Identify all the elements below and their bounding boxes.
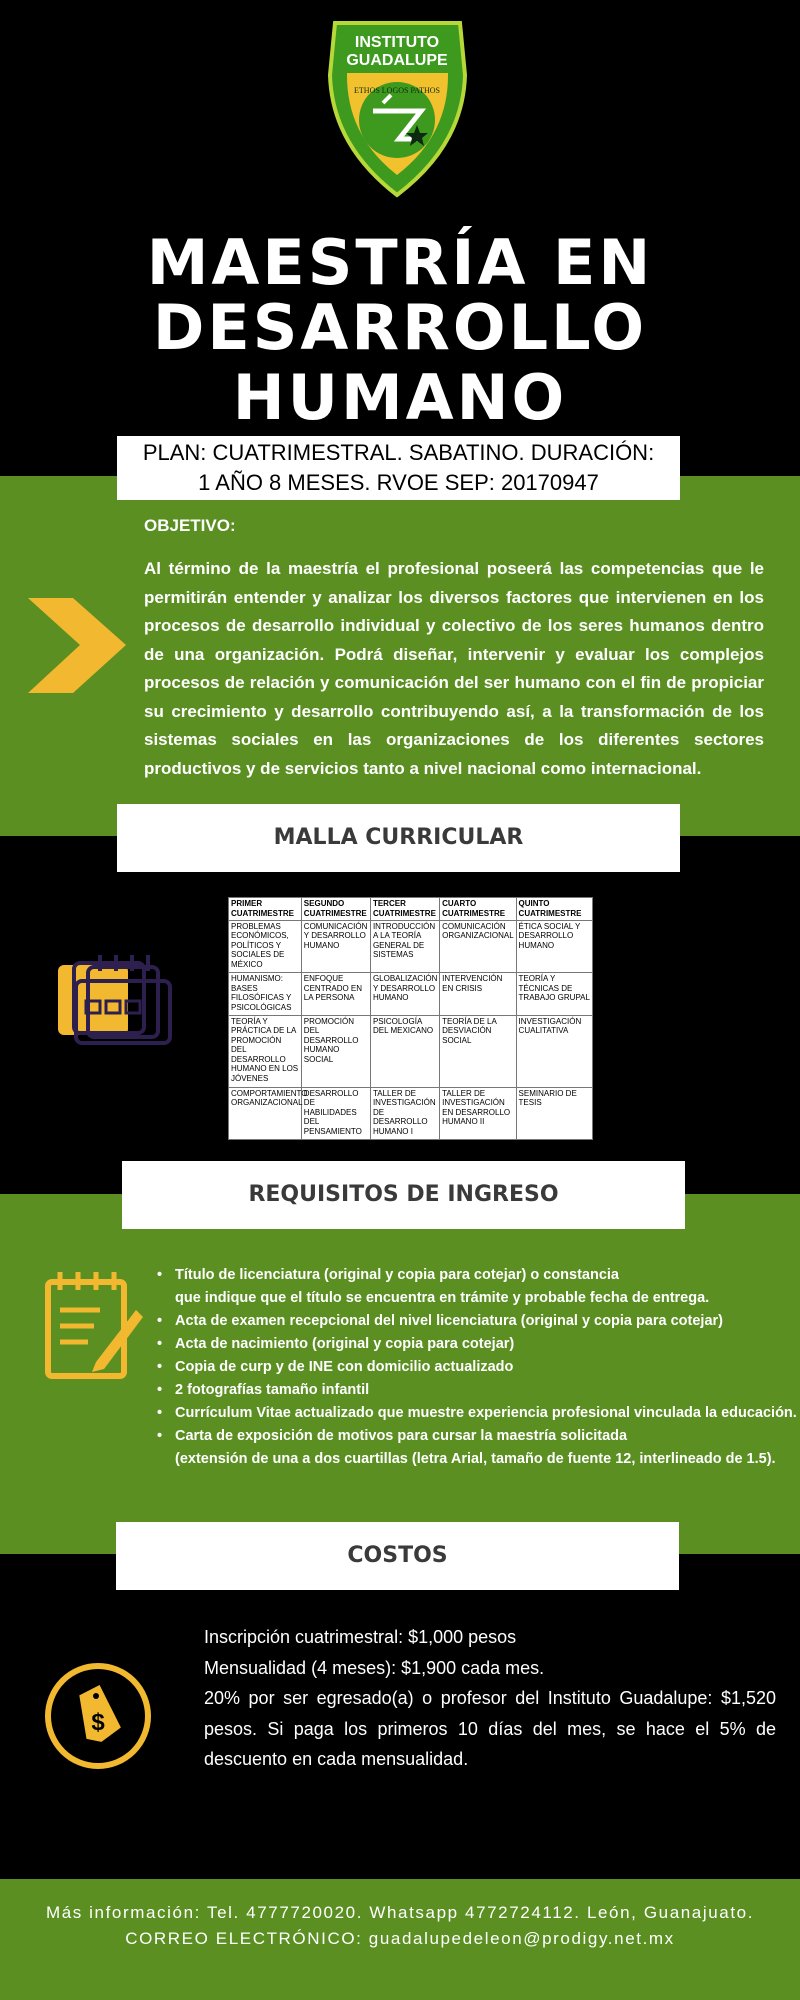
costos-line3: 20% por ser egresado(a) o profesor del Instituto Guadalupe: $1,520 pesos. Si paga los primeros 10 días del mes, se hace el 5% de descuento en cada mensualidad. [204,1688,776,1769]
req-line: 2 fotografías tamaño infantil [175,1382,370,1398]
malla-cell: ÉTICA SOCIAL Y DESARROLLO HUMANO [516,920,592,972]
malla-header: SEGUNDO CUATRIMESTRE [301,898,370,921]
list-item [150,1425,790,1471]
req-line: Acta de examen recepcional del nivel licenciatura (original y copia para cotejar) [175,1313,723,1329]
plan-line1: PLAN: CUATRIMESTRAL. SABATINO. DURACIÓN: [142,440,655,465]
malla-header: CUARTO CUATRIMESTRE [440,898,516,921]
malla-cell: INVESTIGACIÓN CUALITATIVA [516,1015,592,1087]
costos-title: COSTOS [116,1522,679,1590]
objetivo-label: OBJETIVO: [144,516,236,535]
footer-line2: CORREO ELECTRÓNICO: guadalupedeleon@prodigy.net.mx [125,1929,675,1948]
table-row [229,920,593,972]
page-title-line2: DESARROLLO HUMANO [152,291,648,434]
req-line: Currículum Vitae actualizado que muestre experiencia profesional vinculada la educación. [175,1405,797,1421]
malla-cell: COMPORTAMIENTO ORGANIZACIONAL [229,1087,302,1139]
req-line: Acta de nacimiento (original y copia para cotejar) [175,1336,515,1352]
list-item [150,1333,790,1356]
malla-cell: DESARROLLO DE HABILIDADES DEL PENSAMIENTO [301,1087,370,1139]
costos-line2: Mensualidad (4 meses): $1,900 cada mes. [204,1657,545,1678]
table-row [229,1015,593,1087]
notepad-pencil-icon [44,1270,144,1380]
objetivo-text: Al término de la maestría el profesional poseerá las competencias que le permitirán entender y analizar los diversos factores que intervienen en los procesos de desarrollo individual y colectivo de los seres humanos dentro de una organización. Podrá diseñar, intervenir y evaluar los complejos procesos de relación y comunicación del ser humano con el fin de propiciar su crecimiento y desarrollo contribuyendo así, a la transformación de los sistemas sociales en las organizaciones de los diferentes sectores productivos y de servicios tanto a nivel nacional como internacional. [144,559,764,778]
calendar-icon [56,953,176,1045]
malla-header: QUINTO CUATRIMESTRE [516,898,592,921]
malla-header: TERCER CUATRIMESTRE [370,898,439,921]
list-item [150,1356,790,1379]
plan-line2: 1 AÑO 8 MESES. RVOE SEP: 20170947 [198,470,599,495]
table-row [229,1087,593,1139]
malla-cell: TEORÍA Y TÉCNICAS DE TRABAJO GRUPAL [516,973,592,1015]
malla-title: MALLA CURRICULAR [117,804,680,872]
list-item [150,1402,797,1425]
costos-text [204,1622,776,1775]
list-item [150,1379,790,1402]
req-line: Título de licenciatura (original y copia para cotejar) o constancia [175,1267,619,1283]
list-item [150,1264,790,1310]
malla-cell: SEMINARIO DE TESIS [516,1087,592,1139]
malla-cell: TEORÍA DE LA DESVIACIÓN SOCIAL [440,1015,516,1087]
malla-cell: INTRODUCCIÓN A LA TEORÍA GENERAL DE SISTEMAS [370,920,439,972]
requisitos-list [150,1264,797,1471]
list-item [150,1310,790,1333]
price-tag-dollar-icon [44,1662,152,1770]
malla-cell: TEORÍA Y PRÁCTICA DE LA PROMOCIÓN DEL DESARROLLO HUMANO EN LOS JÓVENES [229,1015,302,1087]
malla-cell: TALLER DE INVESTIGACIÓN EN DESARROLLO HUMANO II [440,1087,516,1139]
malla-header-row [229,898,593,921]
logo-arc-text: ETHOS LOGOS PATHOS [354,86,440,95]
table-row [229,973,593,1015]
req-line-cont: que indique que el título se encuentra en trámite y probable fecha de entrega. [175,1290,710,1306]
requisitos-title: REQUISITOS DE INGRESO [122,1161,685,1229]
malla-cell: PSICOLOGÍA DEL MEXICANO [370,1015,439,1087]
req-line: Copia de curp y de INE con domicilio actualizado [175,1359,514,1375]
malla-table [228,897,593,1140]
malla-cell: TALLER DE INVESTIGACIÓN DE DESARROLLO HUMANO I [370,1087,439,1139]
page-title-line1: MAESTRÍA EN [146,226,654,299]
malla-header: PRIMER CUATRIMESTRE [229,898,302,921]
req-line-cont: (extensión de una a dos cuartillas (letra Arial, tamaño de fuente 12, interlineado de 1.5). [175,1451,776,1467]
institute-logo [325,15,470,200]
costos-line1: Inscripción cuatrimestral: $1,000 pesos [204,1627,517,1647]
logo-line1: INSTITUTO [354,34,440,51]
malla-cell: PROMOCIÓN DEL DESARROLLO HUMANO SOCIAL [301,1015,370,1087]
malla-cell: GLOBALIZACIÓN Y DESARROLLO HUMANO [370,973,439,1015]
malla-cell: COMUNICACIÓN ORGANIZACIONAL [440,920,516,972]
plan-box [117,436,680,500]
malla-cell: HUMANISMO: BASES FILOSÓFICAS Y PSICOLÓGICAS [229,973,302,1015]
malla-cell: COMUNICACIÓN Y DESARROLLO HUMANO [301,920,370,972]
malla-cell: INTERVENCIÓN EN CRISIS [440,973,516,1015]
svg-text:$: $ [91,1709,105,1736]
logo-line2: GUADALUPE [346,52,448,69]
chevron-right-icon [28,598,126,693]
malla-cell: PROBLEMAS ECONÓMICOS, POLÍTICOS Y SOCIALES DE MÉXICO [229,920,302,972]
malla-cell: ENFOQUE CENTRADO EN LA PERSONA [301,973,370,1015]
footer-line1: Más información: Tel. 4777720020. Whatsapp 4772724112. León, Guanajuato. [45,1903,755,1922]
req-line: Carta de exposición de motivos para cursar la maestría solicitada [175,1428,628,1444]
